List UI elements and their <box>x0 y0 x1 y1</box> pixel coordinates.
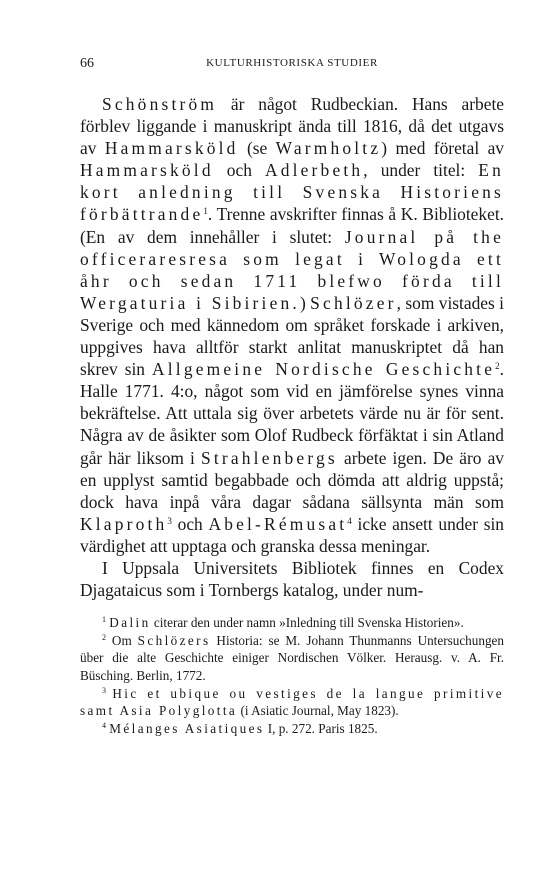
text-run: , under titel: <box>363 160 479 181</box>
footnote-marker: 1 <box>102 615 106 625</box>
text-run: I, p. 272. Paris 1825. <box>264 720 378 736</box>
text-run: Om <box>111 632 138 648</box>
spaced-name: Dalin <box>109 615 151 631</box>
text-run: icke ansett under sin värdighet att upptaga och granska dessa meningar. <box>80 513 505 556</box>
text-run: är något Rudbeckian. Hans arbete förblev liggande i manuskript ända till 1816, då det utgavs av <box>80 94 504 159</box>
paragraph-1 <box>80 93 504 557</box>
footnote-ref-1: 1 <box>203 206 208 217</box>
text-run: och <box>171 513 209 534</box>
text-run: (i Asiatic Journal, May 1823). <box>237 703 399 719</box>
spaced-name: Hammarsköld <box>104 138 239 159</box>
spaced-name: Strahlenbergs <box>200 447 338 468</box>
spaced-title: En kort anledning till Svenska Historiens förbättrande <box>80 160 504 225</box>
paragraph-2: I Uppsala Universitets Bibliotek finnes en Codex Djagataicus som i Tornbergs katalog, under num- <box>80 557 504 601</box>
footnote-2 <box>80 632 504 685</box>
spaced-title: Mélanges Asiatiques <box>109 720 265 736</box>
spaced-name: Klaproth <box>80 513 168 534</box>
text-run: arbete igen. De äro av en upplyst samtid begabbade och dömda att aldrig uppstå; dock hava inpå våra dagar sådana sällsynta män som <box>80 447 505 512</box>
spaced-name: Schönström <box>102 94 218 114</box>
running-title: KULTURHISTORISKA STUDIER <box>206 57 378 69</box>
spaced-name: Hammarsköld <box>80 160 214 181</box>
footnote-marker: 2 <box>102 632 106 642</box>
text-run: och <box>213 160 265 181</box>
book-page <box>80 56 504 737</box>
spaced-name: Abel-Rémusat <box>208 513 348 534</box>
spaced-quote: Journal på the officeraresresa som legat i Wologda ett åhr och sedan 1711 blefwo förda till Wergaturia i Sibirien. <box>80 226 504 313</box>
spaced-title: Hic et ubique ou vestiges de la langue primitive samt Asia Polyglotta <box>80 685 504 719</box>
footnotes <box>80 614 504 737</box>
footnote-marker: 4 <box>102 720 106 730</box>
text-run: , som vistades i Sverige och med kännedom om språket forskade i arkiven, uppgives hava alltför starkt anlitat manuskriptet då han skrev sin <box>80 292 505 380</box>
footnote-ref-2: 2 <box>495 361 500 372</box>
footnote-ref-4: 4 <box>347 515 352 526</box>
spaced-name: Schlözer <box>310 292 397 313</box>
spaced-name: Warmholtz <box>275 138 382 159</box>
page-header <box>80 56 504 76</box>
footnote-4 <box>80 720 504 738</box>
text-run: ) med företal av <box>381 138 504 159</box>
text-run: . Trenne avskrifter finnas å K. Biblioteket. (En av dem innehåller i slutet: <box>80 204 504 247</box>
text-run: (se <box>238 138 276 159</box>
footnote-ref-3: 3 <box>167 515 172 526</box>
text-run: ) <box>299 292 311 313</box>
text-run: Historia: se M. Johann Thunmanns Untersuchungen über die alte Geschichte einiger Nordischen Völker. Herausg. v. A. Fr. Büsching. Berlin, 1772. <box>80 632 504 683</box>
text-run: citerar den under namn »Inledning till Svenska Historien». <box>150 615 464 631</box>
spaced-name: Schlözers <box>137 632 211 648</box>
spaced-title: Allgemeine Nordische Geschichte <box>152 359 496 380</box>
main-text <box>80 93 504 601</box>
page-number: 66 <box>80 56 94 71</box>
text-run: . Halle 1771. 4:o, något som vid en jämförelse synes vinna bekräftelse. Att uttala sig över arbetets värde nu är för sent. Några av de åsikter som Olof Rudbeck förfäktat i sin Atland går här liksom i <box>80 359 504 468</box>
footnote-3 <box>80 685 504 720</box>
footnote-marker: 3 <box>102 685 106 695</box>
footnote-1 <box>80 614 504 632</box>
spaced-name: Adlerbeth <box>264 160 364 181</box>
